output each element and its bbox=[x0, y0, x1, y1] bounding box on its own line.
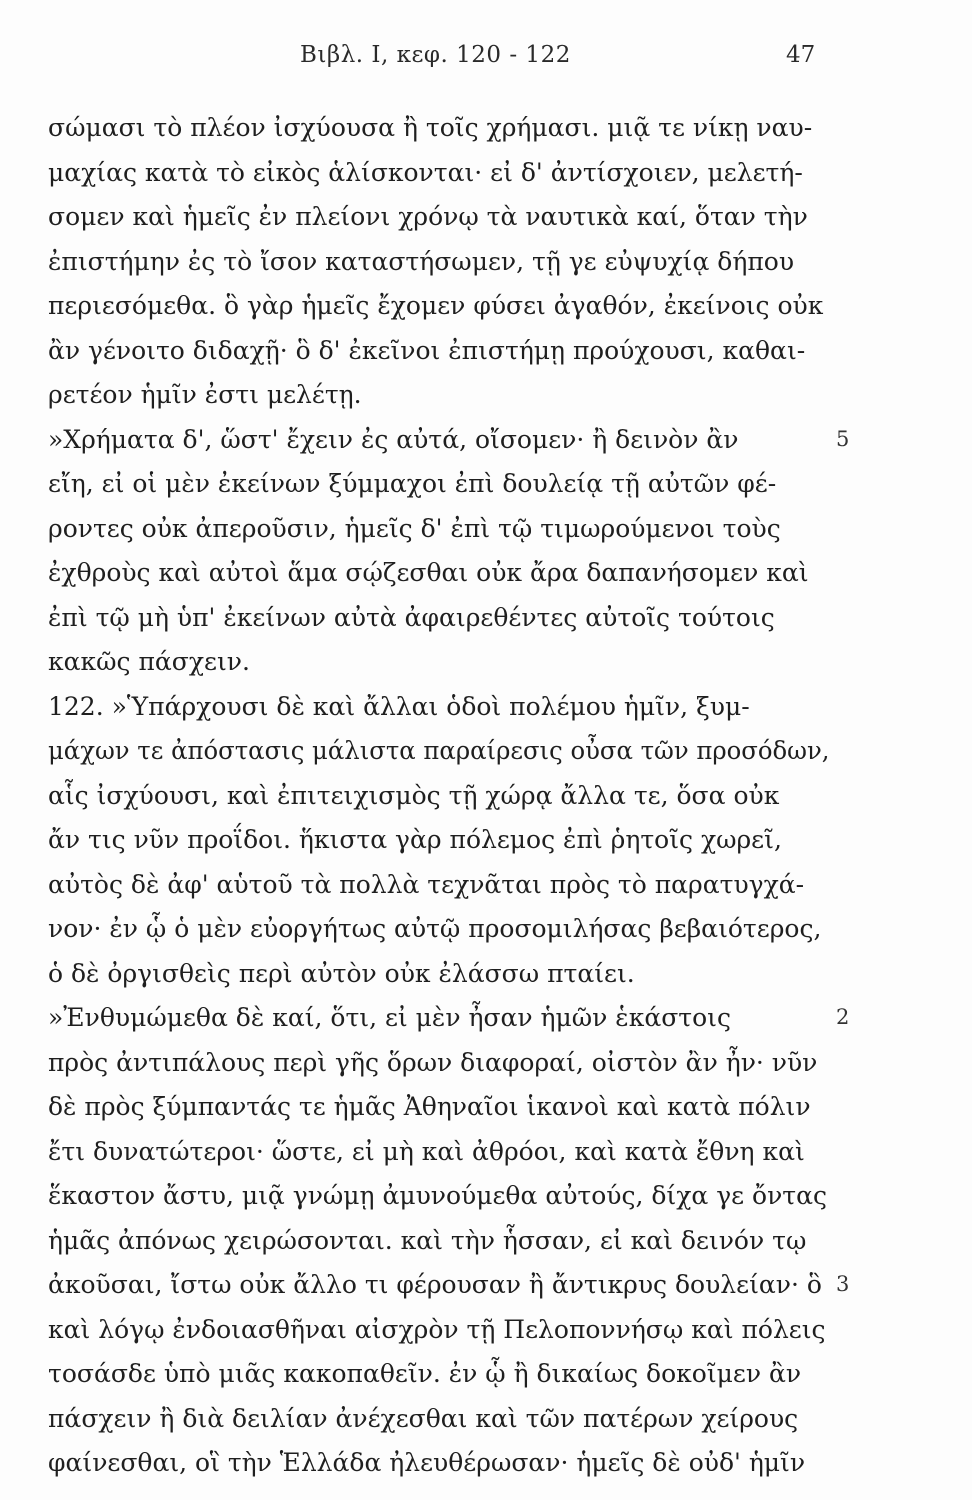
text-line: μάχων τε ἀπόστασις μάλιστα παραίρεσις οὖσα τῶν προσόδων, bbox=[48, 736, 830, 765]
text-line: ροντες οὐκ ἀπεροῦσιν, ἡμεῖς δ' ἐπὶ τῷ τιμωρούμενοι τοὺς bbox=[48, 514, 781, 543]
text-line: αὐτὸς δὲ ἀφ' αὑτοῦ τὰ πολλὰ τεχνᾶται πρὸς τὸ παρατυγχά- bbox=[48, 870, 805, 899]
text-line: ὁ δὲ ὀργισθεὶς περὶ αὐτὸν οὐκ ἐλάσσω πταίει. bbox=[48, 959, 635, 988]
text-line: ἕκαστον ἄστυ, μιᾷ γνώμῃ ἀμυνούμεθα αὐτούς, δίχα γε ὄντας bbox=[48, 1181, 828, 1210]
text-line: »Ἐνθυμώμεθα δὲ καί, ὅτι, εἰ μὲν ἦσαν ἡμῶν ἑκάστοις bbox=[48, 1003, 731, 1032]
text-line: ρετέον ἡμῖν ἐστι μελέτῃ. bbox=[48, 380, 362, 409]
line-number: 2 bbox=[836, 1005, 850, 1029]
text-line: περιεσόμεθα. ὃ γὰρ ἡμεῖς ἔχομεν φύσει ἀγαθόν, ἐκείνοις οὐκ bbox=[48, 291, 824, 320]
text-line: κακῶς πάσχειν. bbox=[48, 647, 250, 676]
text-line: ἄν τις νῦν προΐδοι. ἥκιστα γὰρ πόλεμος ἐπὶ ῥητοῖς χωρεῖ, bbox=[48, 825, 782, 854]
line-number: 3 bbox=[836, 1272, 850, 1296]
running-title: Βιβλ. I, κεφ. 120 - 122 bbox=[300, 42, 571, 68]
text-line: ἡμᾶς ἀπόνως χειρώσονται. καὶ τὴν ἧσσαν, εἰ καὶ δεινόν τῳ bbox=[48, 1226, 807, 1255]
text-line: εἴη, εἰ οἱ μὲν ἐκείνων ξύμμαχοι ἐπὶ δουλείᾳ τῇ αὐτῶν φέ- bbox=[48, 469, 777, 498]
text-line: ἂν γένοιτο διδαχῇ· ὃ δ' ἐκεῖνοι ἐπιστήμῃ προύχουσι, καθαι- bbox=[48, 336, 806, 365]
line-number: 5 bbox=[836, 427, 850, 451]
text-line: δὲ πρὸς ξύμπαντάς τε ἡμᾶς Ἀθηναῖοι ἱκανοὶ καὶ κατὰ πόλιν bbox=[48, 1092, 811, 1121]
text-line: πρὸς ἀντιπάλους περὶ γῆς ὅρων διαφοραί, οἰστὸν ἂν ἦν· νῦν bbox=[48, 1048, 818, 1077]
text-line: ἐπιστήμην ἐς τὸ ἴσον καταστήσωμεν, τῇ γε εὐψυχίᾳ δήπου bbox=[48, 247, 795, 276]
text-line: ἐπὶ τῷ μὴ ὑπ' ἐκείνων αὐτὰ ἀφαιρεθέντες αὐτοῖς τούτοις bbox=[48, 603, 775, 632]
text-line: φαίνεσθαι, οἳ τὴν Ἑλλάδα ἠλευθέρωσαν· ἡμεῖς δὲ οὐδ' ἡμῖν bbox=[48, 1448, 806, 1477]
text-line: τοσάσδε ὑπὸ μιᾶς κακοπαθεῖν. ἐν ᾧ ἢ δικαίως δοκοῖμεν ἂν bbox=[48, 1359, 802, 1388]
text-line: »Χρήματα δ', ὥστ' ἔχειν ἐς αὐτά, οἴσομεν· ἢ δεινὸν ἂν bbox=[48, 425, 739, 454]
text-line: πάσχειν ἢ διὰ δειλίαν ἀνέχεσθαι καὶ τῶν πατέρων χείρους bbox=[48, 1404, 799, 1433]
text-line: 122. »Ὑπάρχουσι δὲ καὶ ἄλλαι ὁδοὶ πολέμου ἡμῖν, ξυμ- bbox=[48, 692, 750, 721]
text-line: σομεν καὶ ἡμεῖς ἐν πλείονι χρόνῳ τὰ ναυτικὰ καί, ὅταν τὴν bbox=[48, 202, 808, 231]
text-line: αἷς ἰσχύουσι, καὶ ἐπιτειχισμὸς τῇ χώρᾳ ἄλλα τε, ὅσα οὐκ bbox=[48, 781, 780, 810]
text-line: καὶ λόγῳ ἐνδοιασθῆναι αἰσχρὸν τῇ Πελοποννήσῳ καὶ πόλεις bbox=[48, 1315, 826, 1344]
text-line: μαχίας κατὰ τὸ εἰκὸς ἁλίσκονται· εἰ δ' ἀντίσχοιεν, μελετή- bbox=[48, 158, 803, 187]
text-line: ἀκοῦσαι, ἴστω οὐκ ἄλλο τι φέρουσαν ἢ ἄντικρυς δουλείαν· ὃ bbox=[48, 1270, 822, 1299]
text-line: ἐχθροὺς καὶ αὐτοὶ ἅμα σῴζεσθαι οὐκ ἄρα δαπανήσομεν καὶ bbox=[48, 558, 809, 587]
text-line: σώμασι τὸ πλέον ἰσχύουσα ἢ τοῖς χρήμασι. μιᾷ τε νίκῃ ναυ- bbox=[48, 113, 813, 142]
text-line: νον· ἐν ᾧ ὁ μὲν εὐοργήτως αὐτῷ προσομιλήσας βεβαιότερος, bbox=[48, 914, 822, 943]
page-number: 47 bbox=[786, 42, 816, 68]
text-line: ἔτι δυνατώτεροι· ὥστε, εἰ μὴ καὶ ἀθρόοι, καὶ κατὰ ἔθνη καὶ bbox=[48, 1137, 805, 1166]
